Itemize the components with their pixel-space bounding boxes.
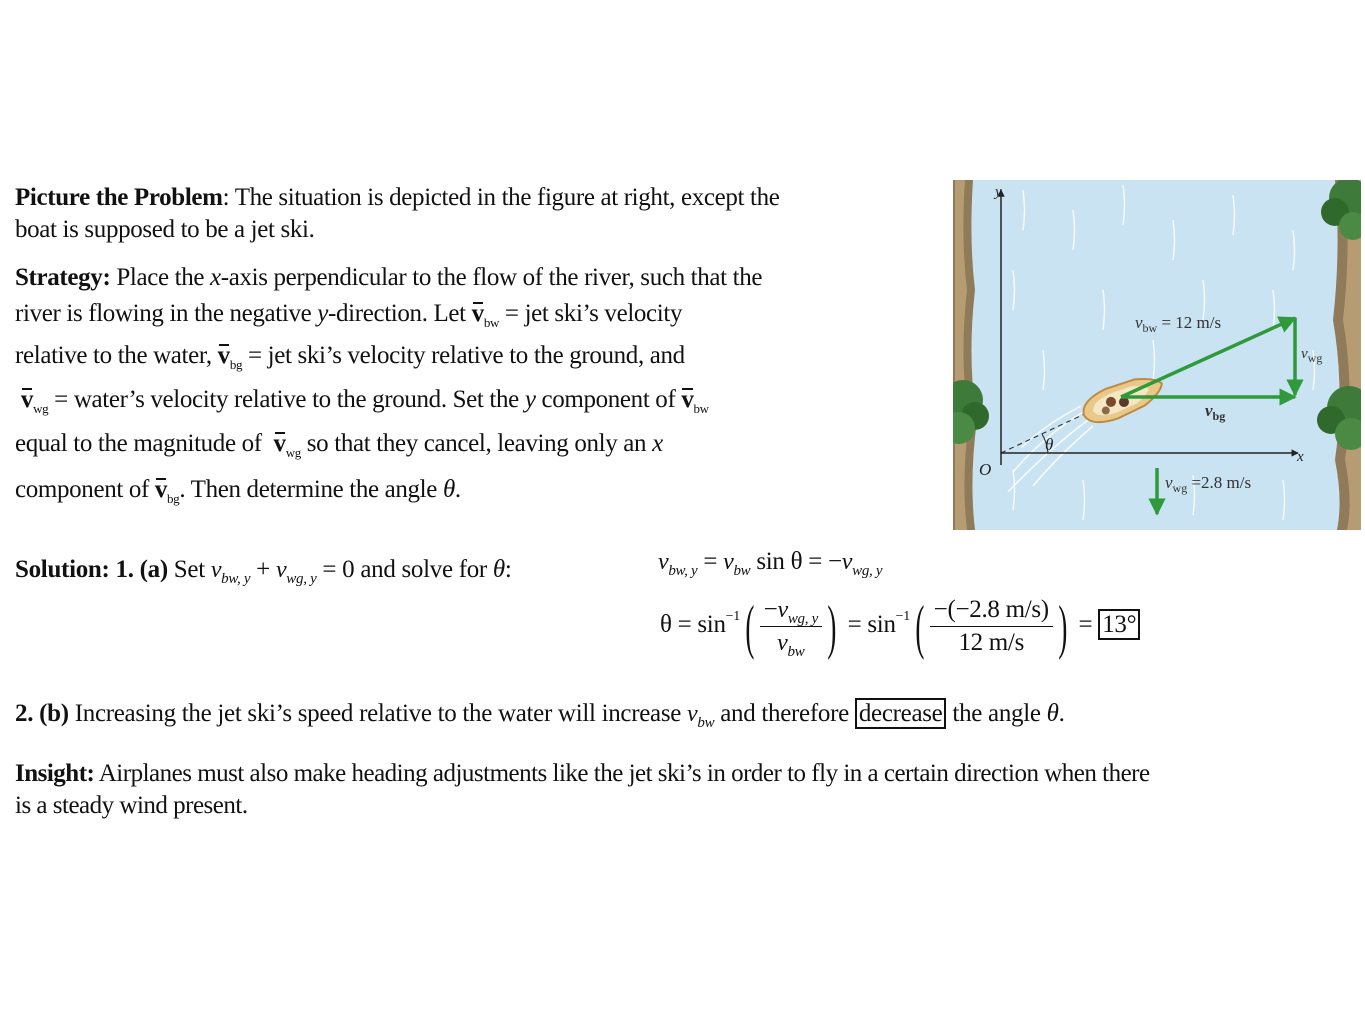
strategy-text: river is flowing in the negative [15,300,318,327]
subscript-bw-y: bw, y [221,571,251,587]
x-symbol: x [210,264,221,291]
solution-a-statement [15,556,512,587]
equation-2 [660,593,1140,660]
inverse-superscript: −1 [895,609,910,625]
left-paren: ( [745,593,755,660]
equals-sign: = [1072,611,1099,639]
strategy-text: . Then determine the angle [179,476,443,503]
part-b-text: . [1058,700,1065,727]
solution-text: and solve for [354,556,493,583]
equals-sign: = [697,548,724,575]
strategy-text: = jet ski’s velocity relative to the ground, and [242,342,685,369]
current-value: =2.8 m/s [1187,473,1252,492]
vector-v-bw: v [471,300,484,327]
subscript-wg: wg [1172,481,1188,495]
strategy-text: -axis perpendicular to the flow of the river, such that the [220,264,763,291]
y-symbol: y [524,386,536,413]
fraction-denominator: 12 m/s [958,629,1025,656]
strategy-text: . [454,476,461,503]
x-symbol: x [652,430,663,457]
v-symbol: v [723,549,734,575]
part-b-text: and therefore [714,700,855,727]
v-symbol: v [1135,313,1143,332]
subscript-wg: wg [285,445,301,460]
strategy-text: -direction. Let [328,300,472,327]
strategy-text: = jet ski’s velocity [499,300,683,327]
equation-1 [658,548,883,579]
strategy-label: Strategy: [15,264,111,291]
strategy-text: so that they cancel, leaving only an [300,430,653,457]
vector-v-bw: v [681,386,694,413]
part-b-label: 2. (b) [15,700,69,727]
equals-zero: = 0 [316,556,355,583]
theta-equals-arcsin: θ = sin [660,611,726,639]
insight-label: Insight: [15,760,95,787]
solution-text: : [504,556,512,583]
picture-line1: : The situation is depicted in the figure at right, except the [222,184,780,211]
fraction-denominator [760,627,822,660]
vector-v-wg: v [20,386,34,413]
inverse-superscript: −1 [725,609,740,625]
strategy-line-4 [15,384,915,428]
strategy-text: = water’s velocity relative to the ground. Set the [48,386,525,413]
strategy-text: relative to the water, [15,342,218,369]
strategy-paragraph [15,262,915,514]
strategy-text: Place the [110,264,211,291]
subscript-wg-y: wg, y [787,611,818,627]
strategy-text: component of [15,476,155,503]
strategy-text: equal to the magnitude of [15,430,268,457]
subscript-wg: wg [33,401,49,416]
theta-symbol: θ [492,556,505,583]
river-figure [953,180,1361,530]
subscript-bw: bw [693,401,709,416]
vector-v-wg: v [273,430,286,457]
fraction-symbolic [760,596,822,660]
subscript-bw-y: bw, y [668,563,698,579]
theta-label: θ [1045,435,1054,454]
sin-theta-expression: sin θ = − [750,548,842,575]
v-symbol: v [210,557,222,583]
vector-v-bw-value: = 12 m/s [1157,313,1222,332]
x-axis-label: x [1297,449,1304,465]
theta-symbol: θ [1046,700,1059,727]
equals-arcsin: = sin [841,611,896,639]
subscript-bw: bw [697,715,715,731]
plus-sign: + [250,556,276,583]
part-b-text: Increasing the jet ski’s speed relative to the water will increase [68,700,688,727]
v-symbol: v [275,557,287,583]
v-symbol: v [777,630,788,656]
strategy-line-6 [15,474,915,514]
subscript-bg: bg [1212,409,1226,423]
part-b-text: the angle [946,700,1047,727]
strategy-line-1 [15,262,915,298]
left-paren: ( [915,593,925,660]
v-symbol: v [1165,473,1173,492]
strategy-line-3 [15,340,915,384]
right-paren: ) [827,593,837,660]
vector-v-bg: v [154,476,168,503]
answer-b-box: decrease [855,698,947,729]
insight-paragraph [15,758,1360,822]
minus-sign: − [763,596,778,623]
origin-label: O [979,460,992,479]
fraction-numerator [760,596,822,627]
subscript-wg: wg [1307,351,1323,365]
strategy-line-5 [15,428,915,474]
answer-a-box: 13° [1098,609,1140,640]
v-symbol: v [687,701,698,727]
subscript-bg: bg [229,357,243,372]
picture-the-problem-paragraph [15,182,780,246]
subscript-bg: bg [167,491,180,506]
v-symbol: v [841,549,853,575]
v-symbol: v [777,597,788,623]
subscript-wg-y: wg, y [852,563,883,579]
picture-line2: boat is supposed to be a jet ski. [15,216,315,243]
strategy-line-2 [15,298,915,340]
strategy-text: component of [535,386,682,413]
solution-label: Solution: 1. (a) [15,556,168,583]
subscript-bw: bw [483,315,500,330]
v-symbol: v [1205,401,1213,420]
right-paren: ) [1058,593,1068,660]
y-symbol: y [317,300,329,327]
theta-symbol: θ [442,476,455,503]
y-axis-label: y [995,184,1002,200]
picture-label: Picture the Problem [15,184,223,211]
insight-line1: Airplanes must also make heading adjustments like the jet ski’s in order to fly in a certain direction when there [94,760,1150,787]
part-b-statement [15,700,1065,731]
subscript-bw: bw [787,644,805,660]
fraction-numeric [930,596,1053,657]
subscript-bw: bw [733,563,751,579]
v-symbol: v [658,549,669,575]
insight-line2: is a steady wind present. [15,792,248,819]
v-symbol: v [1301,346,1308,362]
fraction-numerator: −(−2.8 m/s) [930,596,1053,627]
vector-v-bg: v [217,342,230,369]
subscript-wg-y: wg, y [286,571,317,587]
subscript-bw: bw [1142,321,1158,335]
solution-text: Set [167,556,211,583]
